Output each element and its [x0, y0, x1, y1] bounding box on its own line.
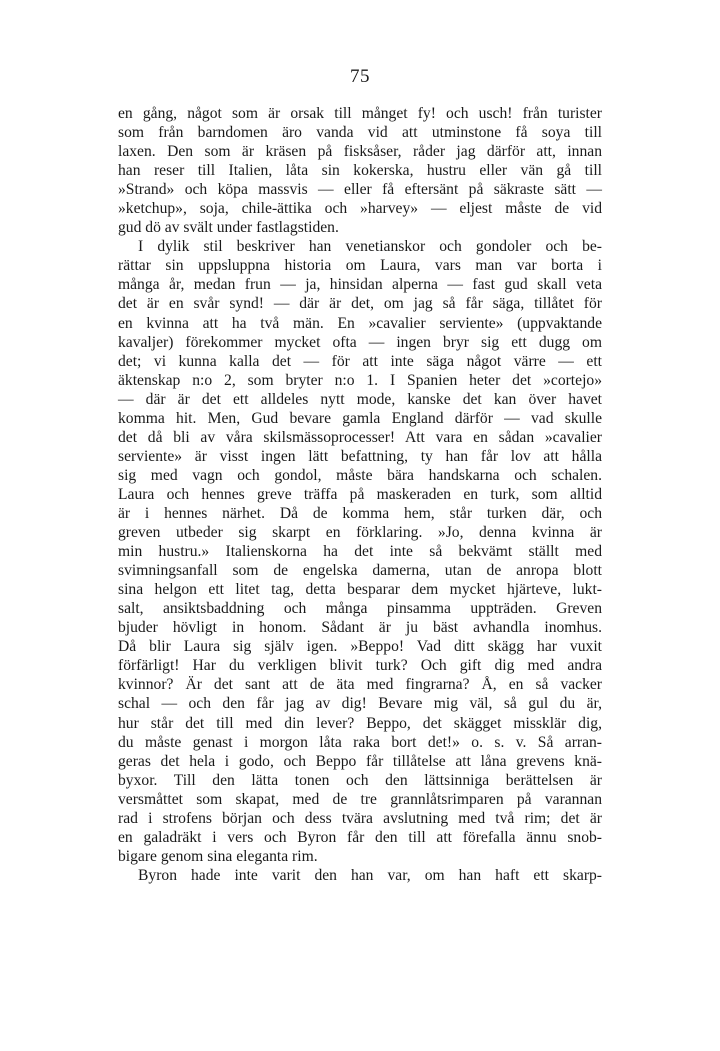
- text-line: han reser till Italien, låta sin kokerska, hustru eller vän gå till: [118, 162, 602, 180]
- text-line: en kvinna att ha två män. En »cavalier serviente» (uppvaktande: [118, 314, 602, 332]
- text-line: du måste genast i morgon låta raka bort det!» o. s. v. Så arran-: [118, 733, 602, 751]
- text-line: gud dö av svält under fastlagstiden.: [118, 219, 339, 237]
- text-line: laxen. Den som är kräsen på fisksåser, råder jag därför att, innan: [118, 143, 602, 161]
- text-line: greven utbeder sig skarpt en förklaring. »Jo, denna kvinna är: [118, 524, 602, 542]
- text-line: många år, medan frun — ja, hinsidan alperna — fast gud skall veta: [118, 276, 602, 294]
- text-line: det; vi kunna kalla det — för att inte säga något värre — ett: [118, 352, 602, 370]
- text-line: bigare genom sina eleganta rim.: [118, 847, 318, 865]
- text-line: rättar sin uppsluppna historia om Laura, vars man var borta i: [118, 257, 602, 275]
- text-line: — där är det ett alldeles nytt mode, kanske det kan över havet: [118, 390, 602, 408]
- text-line: schal — och den får jag av dig! Bevare mig väl, så gul du är,: [118, 695, 602, 713]
- text-line: sina helgon ett litet tag, detta besparar dem mycket hjärteve, lukt-: [118, 581, 602, 599]
- page-number: 75: [350, 66, 370, 87]
- text-line: är i hennes närhet. Då de komma hem, står turken där, och: [118, 504, 602, 522]
- text-line: förfärligt! Har du verkligen blivit turk? Och gift dig med andra: [118, 657, 602, 675]
- text-line: kvinnor? Är det sant att de äta med fingrarna? Å, en så vacker: [118, 676, 602, 694]
- text-line: »Strand» och köpa massvis — eller få eftersänt på säkraste sätt —: [118, 181, 602, 199]
- text-line: sig med vagn och gondol, måste bära handskarna och schalen.: [118, 466, 602, 484]
- text-line: en galadräkt i vers och Byron får den till att förefalla ännu snob-: [118, 828, 602, 846]
- text-line: serviente» är visst ingen lätt befattning, ty han får lov att hålla: [118, 447, 602, 465]
- text-line: bjuder hövligt in honom. Sådant är ju bäst avhandla inomhus.: [118, 619, 602, 637]
- text-line: Laura och hennes greve träffa på maskeraden en turk, som alltid: [118, 485, 602, 503]
- text-line: rad i strofens början och dess tvära avslutning med två rim; det är: [118, 809, 602, 827]
- text-line: min hustru.» Italienskorna ha det inte så bekvämt ställt med: [118, 543, 602, 561]
- body-text: [118, 104, 602, 885]
- text-line: hur står det till med din lever? Beppo, det skägget missklär dig,: [118, 714, 602, 732]
- text-line: det är en svår synd! — där är det, om jag så får säga, tillåtet för: [118, 295, 602, 313]
- text-line: kavaljer) förekommer mycket ofta — ingen bryr sig ett dugg om: [118, 333, 602, 351]
- text-line: byxor. Till den lätta tonen och den lättsinniga berättelsen är: [118, 771, 602, 789]
- text-line: Då blir Laura sig själv igen. »Beppo! Vad ditt skägg har vuxit: [118, 638, 602, 656]
- text-line: det då bli av våra skilsmässoprocesser! Att vara en sådan »cavalier: [118, 428, 602, 446]
- text-line: salt, ansiktsbaddning och många pinsamma uppträden. Greven: [118, 600, 602, 618]
- text-line: »ketchup», soja, chile-ättika och »harvey» — eljest måste de vid: [118, 200, 602, 218]
- paragraph-start-line: I dylik stil beskriver han venetianskor och gondoler och be-: [138, 238, 602, 256]
- text-line: som från barndomen äro vanda vid att utminstone få soya till: [118, 124, 602, 142]
- text-line: versmåttet som skapat, med de tre grannlåtsrimparen på varannan: [118, 790, 602, 808]
- text-line: svimningsanfall som de engelska damerna, utan de anropa blott: [118, 562, 602, 580]
- text-line: komma hit. Men, Gud bevare gamla England därför — vad skulle: [118, 409, 602, 427]
- text-line: äktenskap n:o 2, som bryter n:o 1. I Spanien heter det »cortejo»: [118, 371, 602, 389]
- text-line: en gång, något som är orsak till månget fy! och usch! från turister: [118, 105, 602, 122]
- paragraph-start-line: Byron hade inte varit den han var, om han haft ett skarp-: [138, 866, 602, 884]
- text-line: geras det hela i godo, och Beppo får tillåtelse att låna grevens knä-: [118, 752, 602, 770]
